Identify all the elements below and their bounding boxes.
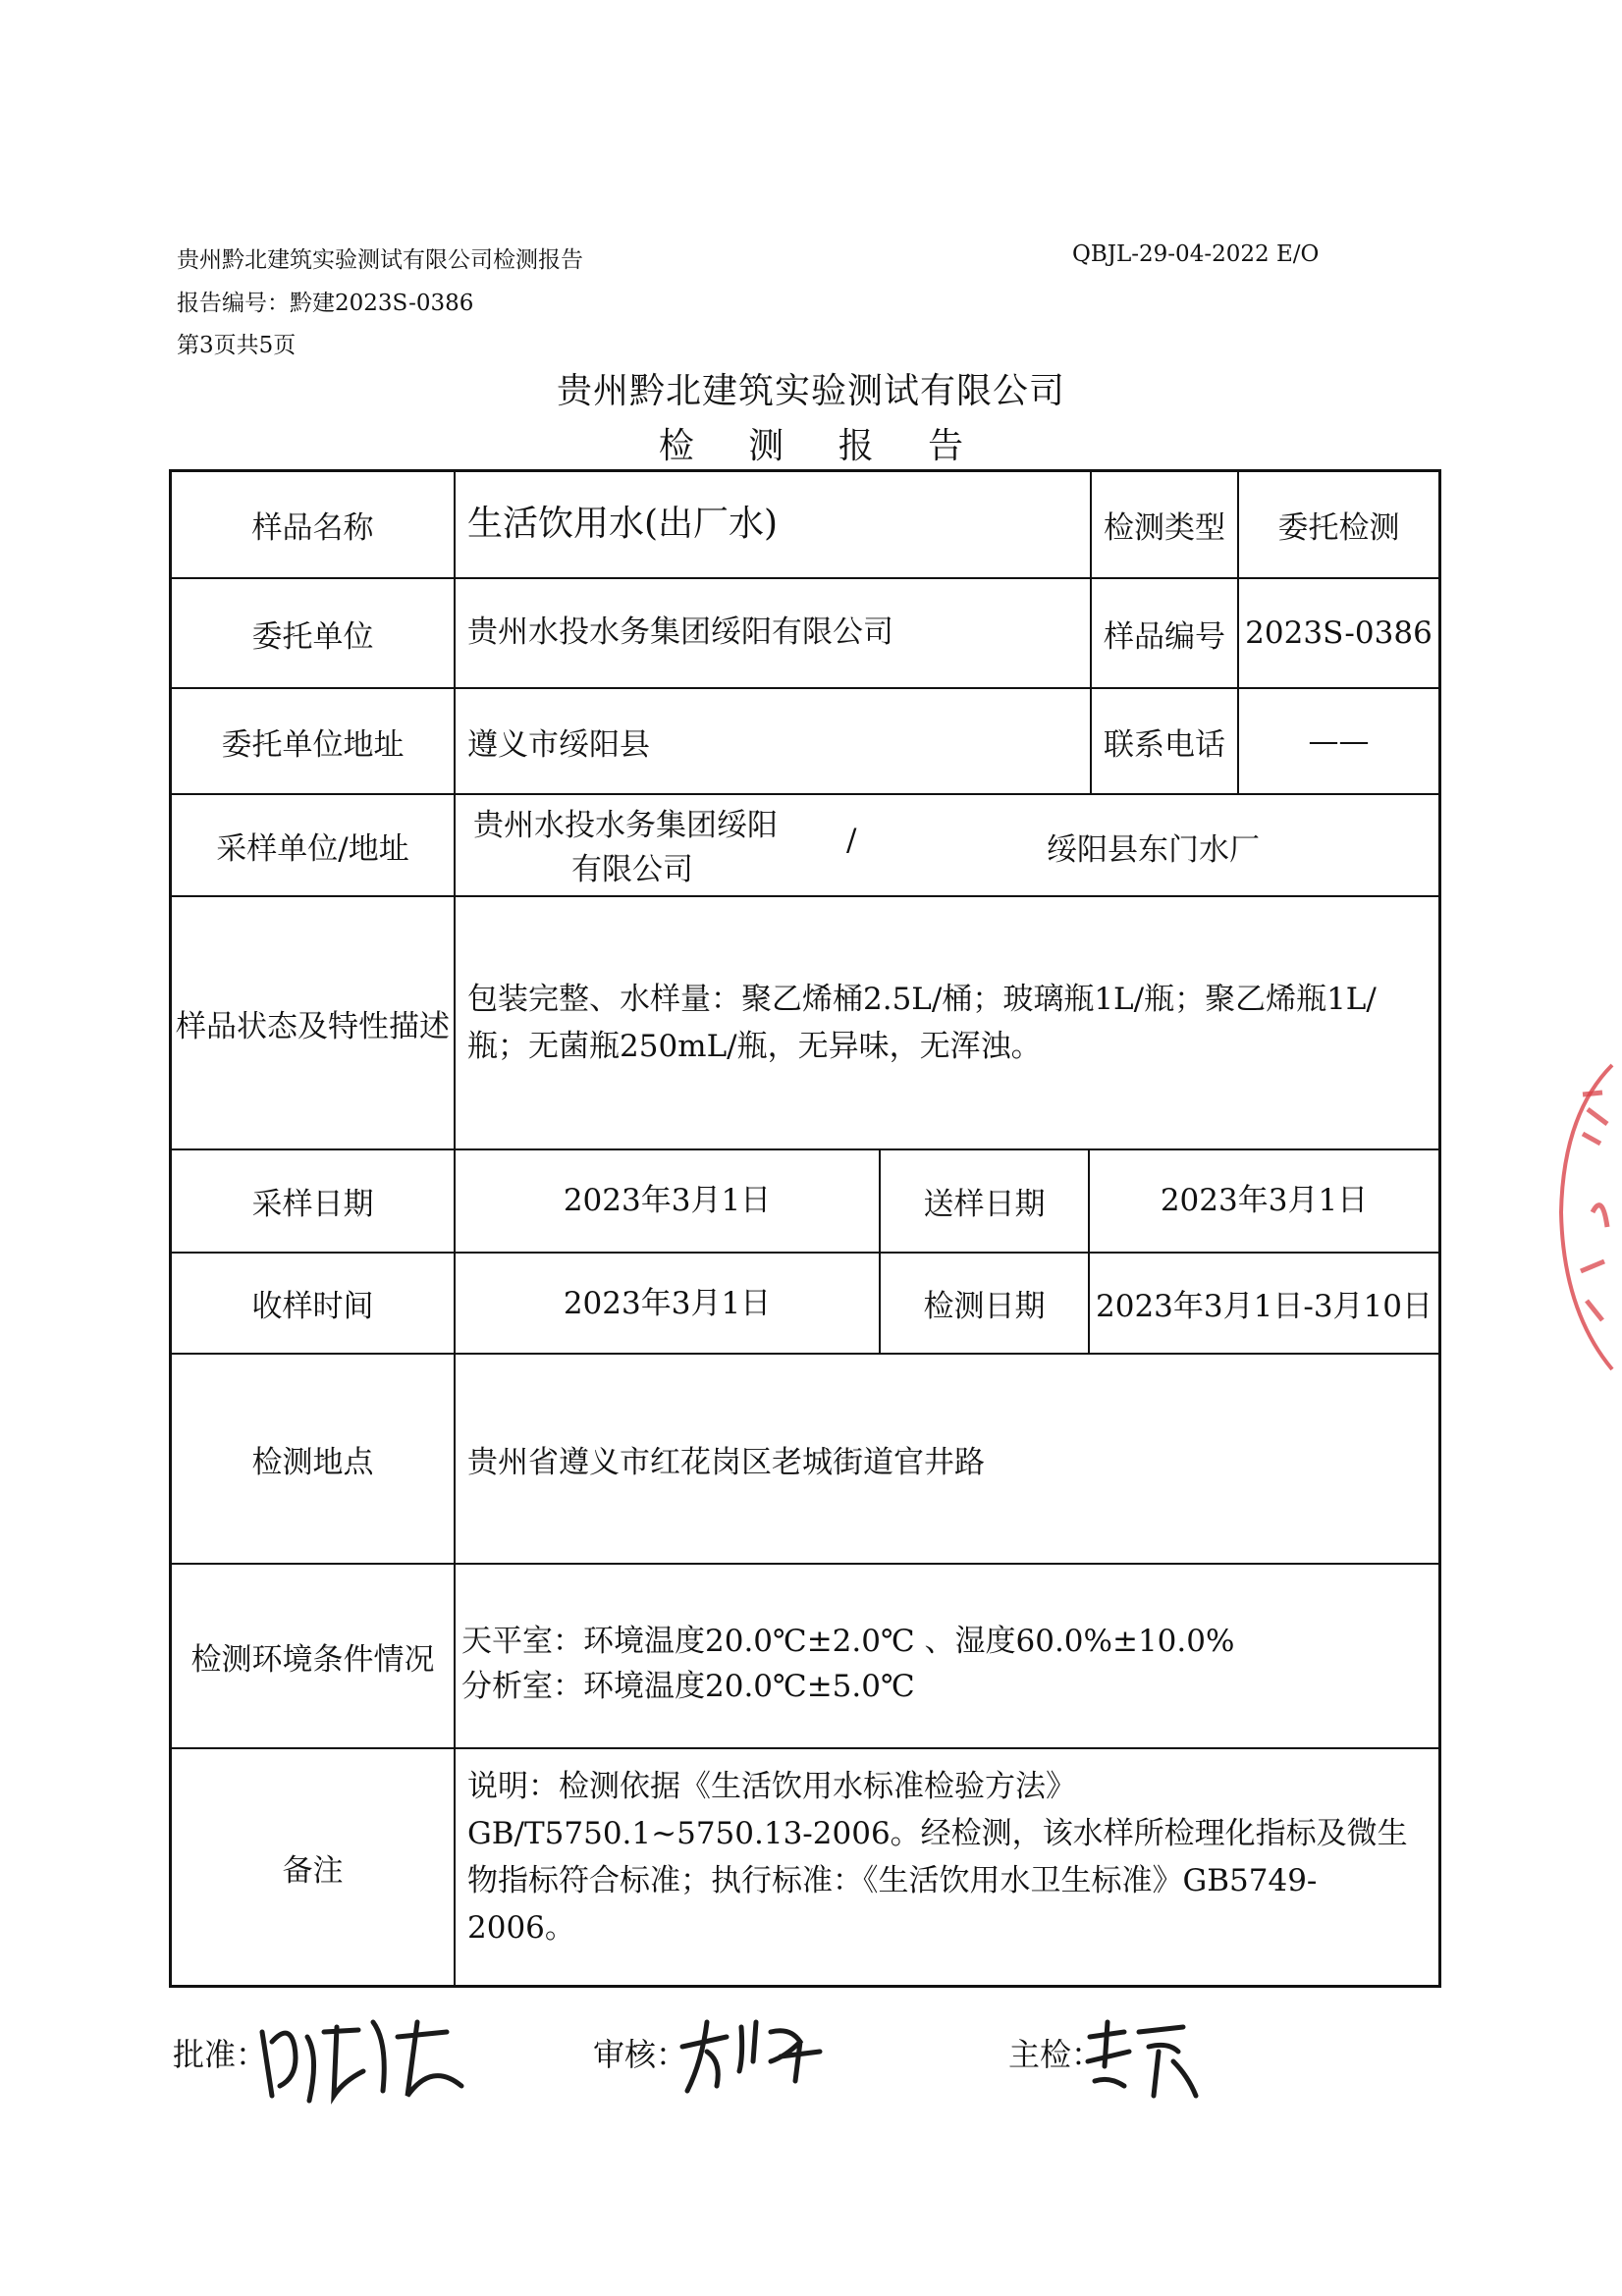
sample-name-value: 生活饮用水(出厂水): [467, 503, 779, 544]
test-type-value: 委托检测: [1277, 510, 1400, 546]
sampling-label: 采样单位/地址: [216, 830, 409, 867]
sampling-unit-line2: 有限公司: [571, 852, 693, 887]
check-label: 主检：: [1008, 2036, 1104, 2073]
sample-state-value: 包装完整、水样量：聚乙烯桶2.5L/桶；玻璃瓶1L/瓶；聚乙烯瓶1L/瓶；无菌瓶250mL/瓶，无异味，无浑浊。: [467, 982, 1377, 1064]
sampling-date-label: 采样日期: [251, 1187, 374, 1222]
phone-value: ——: [1308, 723, 1370, 759]
client-address-label: 委托单位地址: [221, 726, 405, 763]
header-form-code: QBJL-29-04-2022 E/O: [1072, 241, 1320, 267]
sample-name-label: 样品名称: [251, 510, 374, 546]
sampling-date-value: 2023年3月1日: [563, 1182, 772, 1218]
test-type-label: 检测类型: [1104, 510, 1225, 546]
company-title: 贵州黔北建筑实验测试有限公司: [556, 371, 1065, 411]
test-location-value: 贵州省遵义市红花岗区老城街道官井路: [467, 1444, 985, 1480]
phone-label: 联系电话: [1104, 726, 1225, 763]
review-label: 审核：: [593, 2036, 688, 2073]
remark-label: 备注: [282, 1852, 344, 1889]
environment-line2: 分析室：环境温度20.0℃±5.0℃: [461, 1669, 915, 1704]
receive-time-label: 收样时间: [251, 1289, 374, 1324]
seal-stamp: [1543, 1055, 1622, 1379]
sampling-separator: /: [846, 823, 857, 858]
header-report-no: 报告编号：黔建2023S-0386: [177, 291, 474, 316]
client-label: 委托单位: [251, 618, 374, 655]
send-date-label: 送样日期: [923, 1187, 1046, 1222]
sample-no-label: 样品编号: [1104, 618, 1225, 655]
header-page: 第3页共5页: [177, 333, 297, 358]
client-address-value: 遵义市绥阳县: [467, 726, 650, 763]
sample-state-label: 样品状态及特性描述: [176, 1008, 450, 1044]
environment-line1: 天平室：环境温度20.0℃±2.0℃ 、湿度60.0%±10.0%: [461, 1624, 1235, 1659]
test-date-label: 检测日期: [923, 1289, 1046, 1324]
report-title: 检 测 报 告: [658, 426, 986, 466]
header-company-report: 贵州黔北建筑实验测试有限公司检测报告: [177, 247, 583, 273]
review-signature: [673, 2002, 839, 2101]
test-date-value: 2023年3月1日-3月10日: [1096, 1289, 1433, 1324]
test-location-label: 检测地点: [251, 1444, 374, 1480]
approve-label: 批准：: [173, 2036, 268, 2073]
client-value: 贵州水投水务集团绥阳有限公司: [467, 614, 893, 650]
remark-value: 说明：检测依据《生活饮用水标准检验方法》GB/T5750.1~5750.13-2006。经检测，该水样所检理化指标及微生物指标符合标准；执行标准：《生活饮用水卫生标准》GB5749-2006。: [467, 1769, 1408, 1946]
check-signature: [1080, 2007, 1208, 2106]
send-date-value: 2023年3月1日: [1160, 1182, 1369, 1218]
sampling-address: 绥阳县东门水厂: [1047, 832, 1260, 868]
sampling-unit-line1: 贵州水投水务集团绥阳: [473, 808, 778, 843]
environment-label: 检测环境条件情况: [190, 1641, 435, 1678]
approve-signature: [250, 2002, 476, 2110]
sample-no-value: 2023S-0386: [1245, 615, 1433, 651]
receive-time-value: 2023年3月1日: [563, 1285, 772, 1321]
